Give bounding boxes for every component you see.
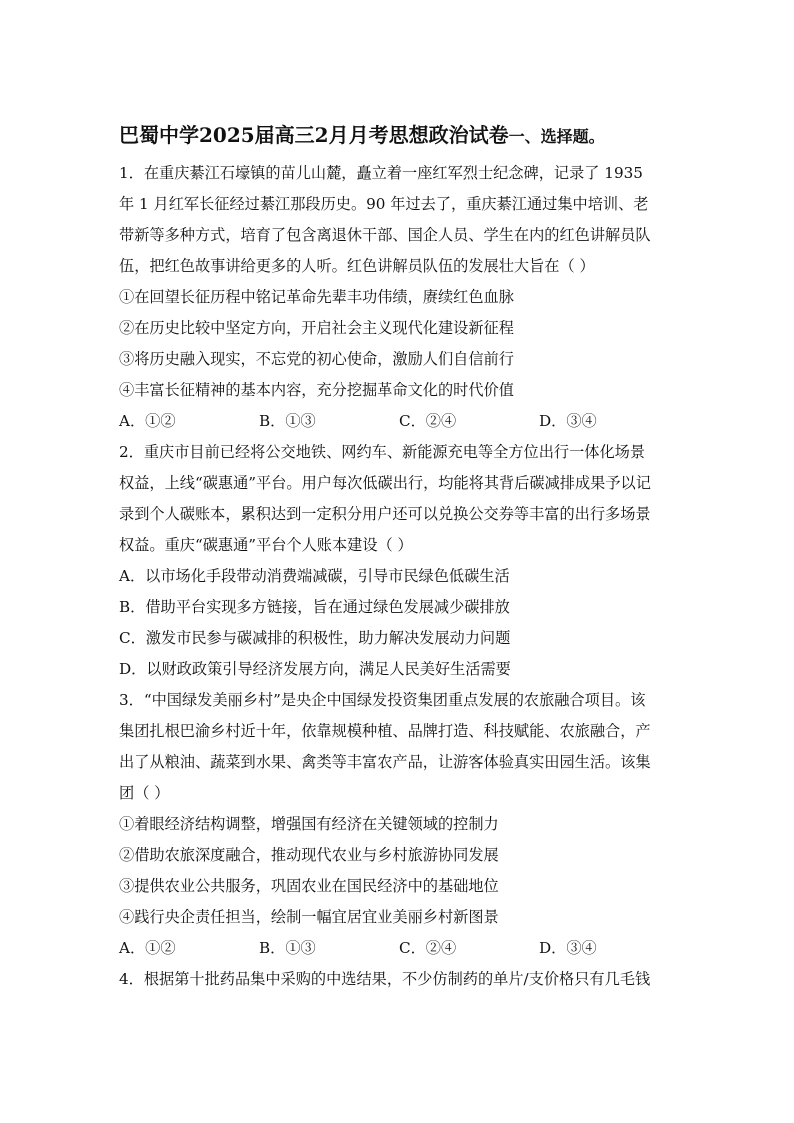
question-text-line: 3．“中国绿发美丽乡村”是央企中国绿发投资集团重点发展的农旅融合项目。该 [119,691,646,709]
question-text-line: 录到个人碳账本，累积达到一定积分用户还可以兑换公交券等丰富的出行多场景 [119,505,651,523]
question-text-line: 权益，上线“碳惠通”平台。用户每次低碳出行，均能将其背后碳减排成果予以记 [119,474,651,492]
question-text-line: 带新等多种方式，培育了包含离退休干部、国企人员、学生在内的红色讲解员队 [119,226,651,244]
option-c: C．②④ [399,412,457,430]
choice-c: C．激发市民参与碳减排的积极性，助力解决发展动力问题 [119,629,511,647]
question-text-line: 出了从粮油、蔬菜到水果、禽类等丰富农产品，让游客体验真实田园生活。该集 [119,753,651,771]
question-text-line: 4．根据第十批药品集中采购的中选结果，不少仿制药的单片/支价格只有几毛钱 [119,970,651,988]
question-text-line: 伍，把红色故事讲给更多的人听。红色讲解员队伍的发展壮大旨在（ ） [119,257,595,275]
statement-item: ④丰富长征精神的基本内容，充分挖掘革命文化的时代价值 [119,381,514,399]
question-text-line: 权益。重庆“碳惠通”平台个人账本建设（ ） [119,536,413,554]
question-1 [119,158,679,437]
answer-options [119,933,679,964]
page-title [119,118,679,154]
option-a: A．①② [119,939,176,957]
statement-item: ③提供农业公共服务，巩固农业在国民经济中的基础地位 [119,877,499,895]
question-text-line: 2．重庆市目前已经将公交地铁、网约车、新能源充电等全方位出行一体化场景 [119,443,646,461]
document-content [119,118,679,995]
exam-title: 巴蜀中学2025届高三2月月考思想政治试卷 [119,123,509,147]
question-2 [119,437,679,685]
statement-item: ②在历史比较中坚定方向，开启社会主义现代化建设新征程 [119,319,514,337]
section-heading: 一、选择题。 [508,127,605,146]
question-4 [119,964,679,995]
option-c: C．②④ [399,939,457,957]
statement-item: ③将历史融入现实，不忘党的初心使命，激励人们自信前行 [119,350,514,368]
option-b: B．①③ [259,412,316,430]
question-text-line: 团（ ） [119,784,170,802]
option-d: D．③④ [539,412,597,430]
question-text-line: 集团扎根巴渝乡村近十年，依靠规模种植、品牌打造、科技赋能、农旅融合，产 [119,722,651,740]
option-b: B．①③ [259,939,316,957]
statement-item: ②借助农旅深度融合，推动现代农业与乡村旅游协同发展 [119,846,499,864]
choice-a: A．以市场化手段带动消费端减碳，引导市民绿色低碳生活 [119,567,510,585]
question-text-line: 年 1 月红军长征经过綦江那段历史。90 年过去了，重庆綦江通过集中培训、老 [119,195,649,213]
question-3 [119,685,679,964]
choice-b: B．借助平台实现多方链接，旨在通过绿色发展减少碳排放 [119,598,510,616]
statement-item: ①在回望长征历程中铭记革命先辈丰功伟绩，赓续红色血脉 [119,288,514,306]
question-text-line: 1．在重庆綦江石壕镇的苗儿山麓，矗立着一座红军烈士纪念碑，记录了 1935 [119,164,643,182]
statement-item: ①着眼经济结构调整，增强国有经济在关键领域的控制力 [119,815,499,833]
answer-options [119,406,679,437]
option-a: A．①② [119,412,176,430]
statement-item: ④践行央企责任担当，绘制一幅宜居宜业美丽乡村新图景 [119,908,499,926]
option-d: D．③④ [539,939,597,957]
choice-d: D．以财政政策引导经济发展方向，满足人民美好生活需要 [119,660,511,678]
